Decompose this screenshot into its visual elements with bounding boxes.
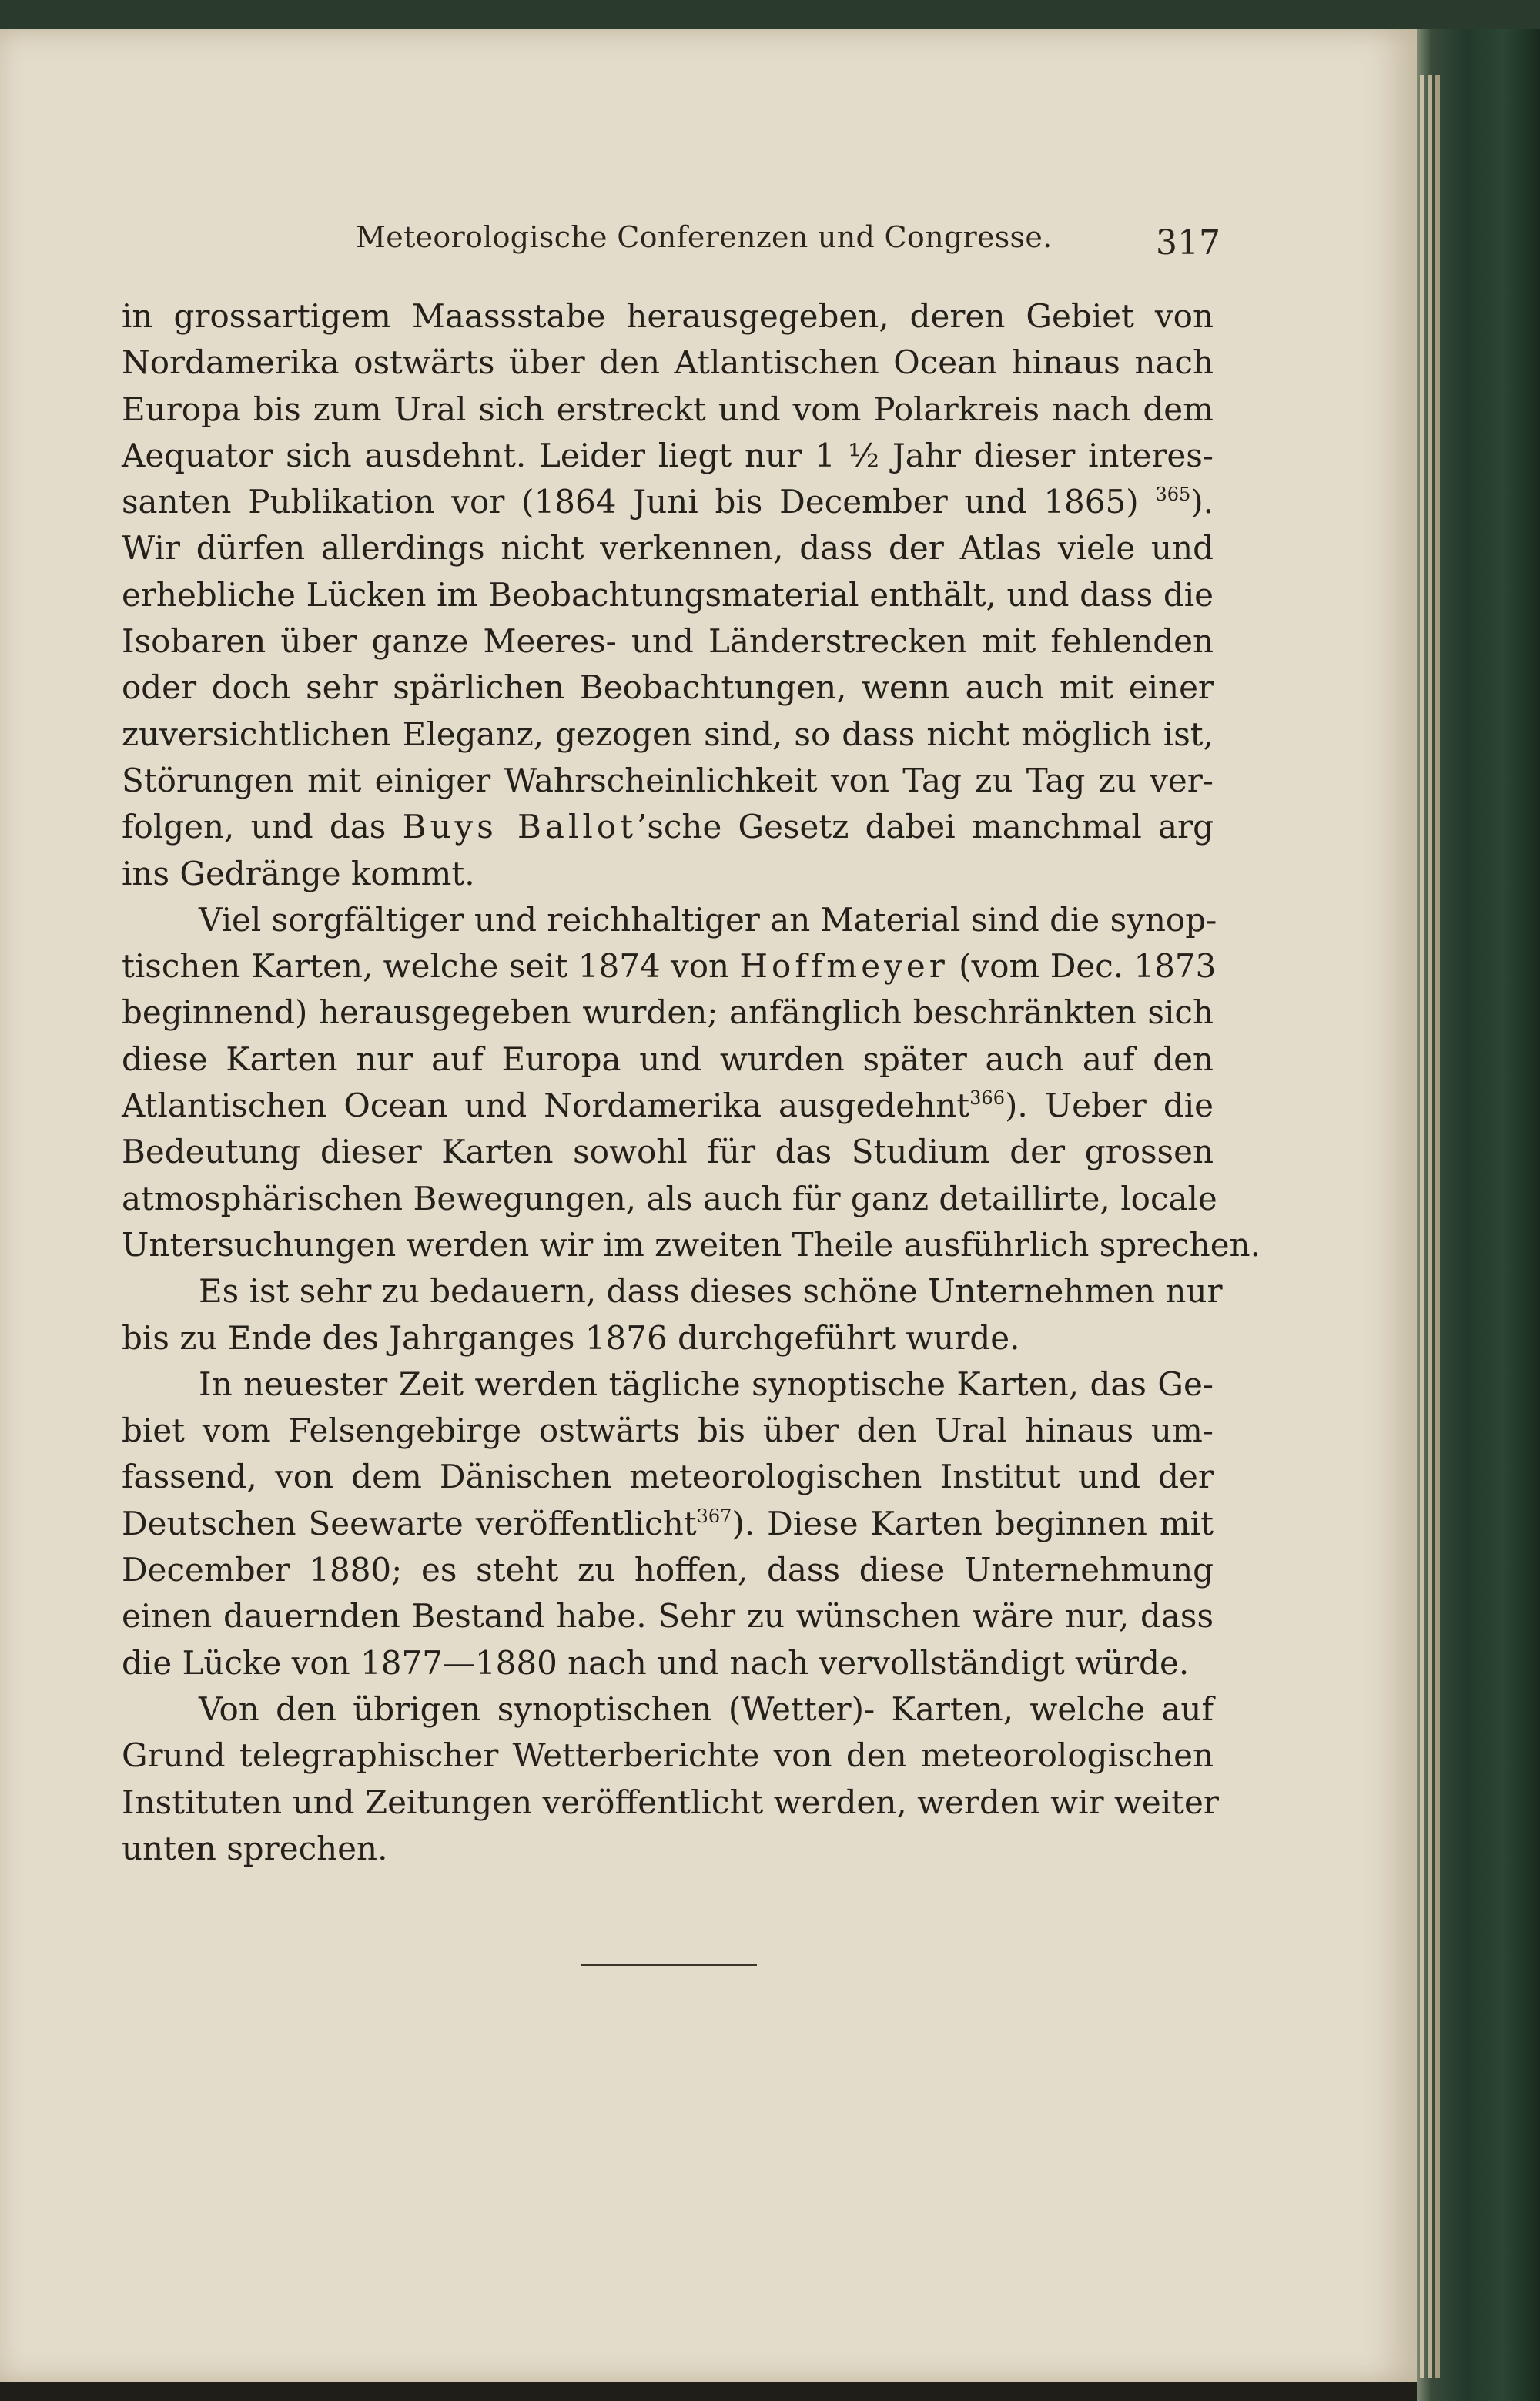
text-line: Grund telegraphischer Wetterberichte von den meteorologischen — [122, 1736, 1214, 1775]
text-line — [122, 804, 1214, 850]
line-text: ). Ueber die — [1004, 1087, 1214, 1125]
text-line: zuversichtlichen Eleganz, gezogen sind, so dass nicht möglich ist, — [122, 715, 1214, 753]
text-line: Europa bis zum Ural sich erstreckt und vom Polarkreis nach dem — [122, 390, 1214, 428]
text-line: Wir dürfen allerdings nicht verkennen, dass der Atlas viele und — [122, 529, 1214, 568]
section-end-rule — [581, 1964, 757, 1966]
text-line: atmosphärischen Bewegungen, als auch für ganz detaillirte, locale — [122, 1179, 1217, 1217]
footnote-ref-367: 367 — [696, 1505, 732, 1527]
text-line: biet vom Felsengebirge ostwärts bis über den Ural hinaus um- — [122, 1411, 1214, 1450]
page-number: 317 — [1156, 223, 1220, 263]
text-line: in grossartigem Maassstabe herausgegeben, deren Gebiet von — [122, 297, 1214, 335]
footnote-ref-365: 365 — [1155, 484, 1191, 506]
line-text: ). Diese Karten beginnen mit — [732, 1504, 1214, 1542]
paragraph-2 — [122, 897, 1260, 1268]
text-line: Viel sorgfältiger und reichhaltiger an Material sind die synop- — [199, 900, 1217, 939]
text-line: Isobaren über ganze Meeres- und Länderstrecken mit fehlenden — [122, 622, 1214, 661]
text-line: Untersuchungen werden wir im zweiten Theile ausführlich sprechen. — [122, 1225, 1260, 1264]
text-line — [122, 1083, 1214, 1129]
line-text: (vom Dec. 1873 — [959, 947, 1217, 986]
paragraph-4 — [122, 1361, 1214, 1686]
text-line — [122, 479, 1214, 525]
paragraph-3 — [122, 1268, 1223, 1361]
text-line: ins Gedränge kommt. — [122, 854, 475, 892]
page-edges — [1435, 75, 1440, 2378]
text-line: December 1880; es steht zu hoffen, dass diese Unternehmung — [122, 1551, 1214, 1589]
line-text: santen Publikation vor (1864 Juni bis December und 1865) — [122, 483, 1139, 521]
book-cover-edge — [1417, 29, 1540, 2401]
text-line: Nordamerika ostwärts über den Atlantischen Ocean hinaus nach — [122, 343, 1214, 382]
page-header — [127, 220, 1220, 266]
line-text: ’sche Gesetz dabei manchmal arg — [636, 808, 1214, 846]
text-line: Störungen mit einiger Wahrscheinlichkeit von Tag zu Tag zu ver- — [122, 761, 1214, 799]
text-line: fassend, von dem Dänischen meteorologischen Institut und der — [122, 1458, 1214, 1496]
book-page — [0, 29, 1417, 2382]
text-line: oder doch sehr spärlichen Beobachtungen, wenn auch mit einer — [122, 668, 1214, 707]
person-name: Hoffmeyer — [739, 947, 949, 986]
line-text: tischen Karten, welche seit 1874 von — [122, 947, 730, 986]
text-line — [122, 1501, 1214, 1547]
text-line: erhebliche Lücken im Beobachtungsmaterial enthält, und dass die — [122, 575, 1214, 614]
line-text: folgen, und das — [122, 808, 387, 846]
text-line: In neuester Zeit werden tägliche synoptische Karten, das Ge- — [199, 1365, 1214, 1403]
text-line: Von den übrigen synoptischen (Wetter)- Karten, welche auf — [199, 1689, 1214, 1728]
paragraph-1 — [122, 293, 1214, 897]
page-edges — [1428, 75, 1432, 2378]
text-line: Aequator sich ausdehnt. Leider liegt nur 1 ½ Jahr dieser interes- — [122, 436, 1214, 474]
running-head: Meteorologische Conferenzen und Congresse. — [356, 220, 1053, 254]
book-top-edge — [0, 0, 1540, 32]
person-name: Buys Ballot — [402, 808, 637, 846]
footnote-ref-366: 366 — [969, 1087, 1005, 1110]
paragraph-5 — [122, 1686, 1219, 1872]
page-edges — [1420, 75, 1424, 2378]
text-line: die Lücke von 1877—1880 nach und nach vervollständigt würde. — [122, 1643, 1190, 1682]
text-line: unten sprechen. — [122, 1829, 388, 1867]
text-line: einen dauernden Bestand habe. Sehr zu wünschen wäre nur, dass — [122, 1597, 1214, 1636]
page-body — [122, 293, 1260, 1872]
text-line: diese Karten nur auf Europa und wurden später auch auf den — [122, 1040, 1214, 1078]
text-line: Es ist sehr zu bedauern, dass dieses schöne Unternehmen nur — [199, 1272, 1223, 1311]
line-text: ). — [1190, 483, 1214, 521]
text-line: beginnend) herausgegeben wurden; anfänglich beschränkten sich — [122, 993, 1214, 1032]
text-line: Instituten und Zeitungen veröffentlicht werden, werden wir weiter — [122, 1783, 1219, 1821]
text-line — [122, 943, 1217, 990]
line-text: Deutschen Seewarte veröffentlicht — [122, 1504, 697, 1542]
line-text: Atlantischen Ocean und Nordamerika ausgedehnt — [122, 1087, 970, 1125]
text-line: Bedeutung dieser Karten sowohl für das Studium der grossen — [122, 1133, 1214, 1171]
text-line: bis zu Ende des Jahrganges 1876 durchgeführt wurde. — [122, 1318, 1020, 1357]
